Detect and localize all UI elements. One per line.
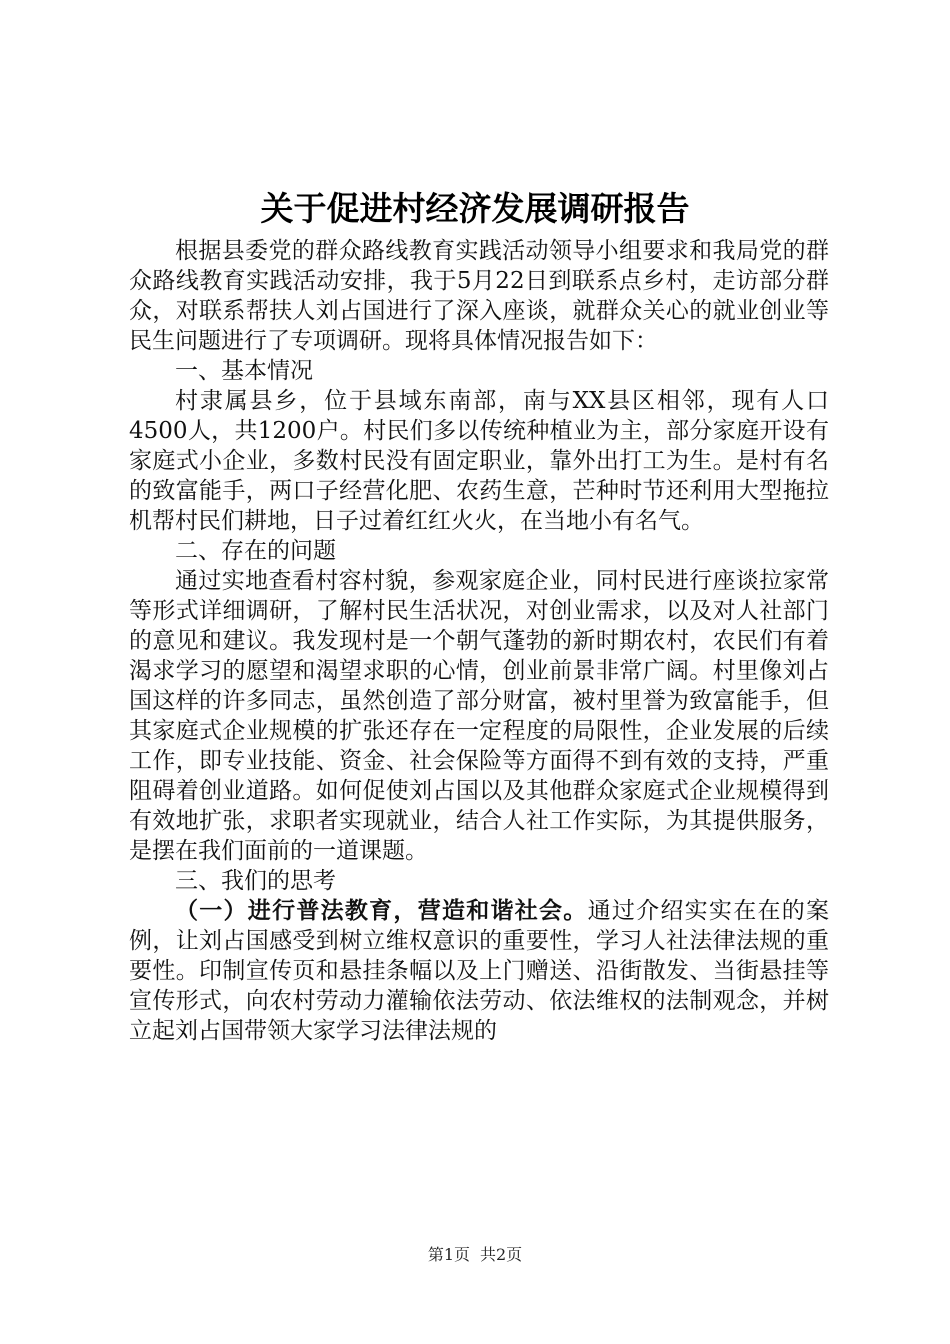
page-number-total: 共2页 bbox=[480, 1245, 523, 1264]
document-title: 关于促进村经济发展调研报告 bbox=[260, 189, 690, 228]
section-heading-problems: 二、存在的问题 bbox=[175, 538, 336, 564]
document-body bbox=[129, 236, 829, 1046]
page-footer bbox=[0, 1244, 950, 1266]
thoughts-paragraph-1-lead: （一）进行普法教育，营造和谐社会。 bbox=[175, 898, 588, 924]
section-heading-thoughts: 三、我们的思考 bbox=[175, 868, 336, 894]
thoughts-paragraph-1 bbox=[129, 896, 829, 1046]
thoughts-paragraph-1-body: 通过介绍实实在在的案例，让刘占国感受到树立维权意识的重要性，学习人社法律法规的重要性。印制宣传页和悬挂条幅以及上门赠送、沿街散发、当街悬挂等宣传形式，向农村劳动力灌输依法劳动、依法维权的法制观念，并树立起刘占国带领大家学习法律法规的 bbox=[129, 898, 830, 1044]
intro-paragraph: 根据县委党的群众路线教育实践活动领导小组要求和我局党的群众路线教育实践活动安排，我于5月22日到联系点乡村，走访部分群众，对联系帮扶人刘占国进行了深入座谈，就群众关心的就业创业等民生问题进行了专项调研。现将具体情况报告如下： bbox=[129, 238, 829, 354]
basic-situation-paragraph: 村隶属县乡，位于县域东南部，南与XX县区相邻，现有人口4500人，共1200户。村民们多以传统种植业为主，部分家庭开设有家庭式小企业，多数村民没有固定职业，靠外出打工为生。是村有名的致富能手，两口子经营化肥、农药生意，芒种时节还利用大型拖拉机帮村民们耕地，日子过着红红火火，在当地小有名气。 bbox=[129, 388, 829, 534]
section-heading-basic: 一、基本情况 bbox=[175, 358, 313, 384]
problems-paragraph: 通过实地查看村容村貌，参观家庭企业，同村民进行座谈拉家常等形式详细调研，了解村民生活状况，对创业需求，以及对人社部门的意见和建议。我发现村是一个朝气蓬勃的新时期农村，农民们有着渴求学习的愿望和渴望求职的心情，创业前景非常广阔。村里像刘占国这样的许多同志，虽然创造了部分财富，被村里誉为致富能手，但其家庭式企业规模的扩张还存在一定程度的局限性，企业发展的后续工作，即专业技能、资金、社会保险等方面得不到有效的支持，严重阻碍着创业道路。如何促使刘占国以及其他群众家庭式企业规模得到有效地扩张，求职者实现就业，结合人社工作实际，为其提供服务，是摆在我们面前的一道课题。 bbox=[129, 568, 829, 864]
page-number-current: 第1页 bbox=[427, 1245, 470, 1264]
